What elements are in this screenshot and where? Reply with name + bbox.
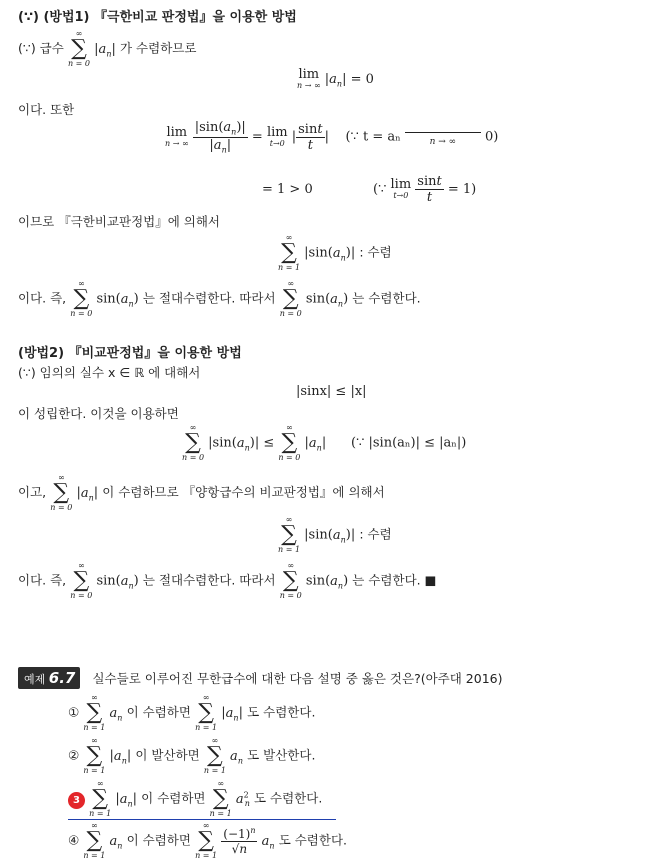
- answer-marker: 3: [68, 792, 85, 809]
- option-text: 도 수렴한다.: [253, 790, 323, 806]
- option-3[interactable]: 3 ∞ ∑ n = 1 $|a_n|$ 이 수렴하면 ∞ ∑ n = 1 $a^2_n$ 도 수렴한다.: [68, 780, 336, 820]
- option-text: 도 발산한다.: [247, 747, 316, 763]
- sin-ineq: |sinx| ≤ |x|: [296, 384, 367, 399]
- eq-1-gt-0: = 1 > 0: [262, 182, 313, 197]
- option-number: ①: [68, 704, 80, 720]
- to-zero: 0): [485, 129, 499, 145]
- option-number: ④: [68, 832, 80, 848]
- option-2[interactable]: ② ∞ ∑ n = 1 $|a_n|$ 이 발산하면 ∞ ∑ n = 1 $a_n$ 도 발산한다.: [68, 736, 316, 775]
- converges: : 수렴: [359, 244, 392, 260]
- comparison-line: ∞ ∑ n = 0 $|\sin(a_n)|$ ≤ ∞ ∑ n = 0 $|a_n|$ (∵ |sin(aₙ)| ≤ |aₙ|): [182, 423, 467, 462]
- option-text: 이 발산하면: [135, 747, 200, 763]
- limit-ratio-line: lim n → ∞ $\frac{|\sin(a_n)|}{|a_n|}$ = lim t→0 | $\frac{\sin t}{t}$ | (∵ t = aₙ n → ∞ 0): [165, 120, 499, 155]
- example-question: 실수들로 이루어진 무한급수에 대한 다음 설명 중 옳은 것은?(아주대 2016): [92, 671, 503, 686]
- also-text: 이다. 또한: [18, 102, 75, 117]
- method1-conclusion: 이다. 즉, ∞ ∑ n = 0 $\sin(a_n)$ 는 절대수렴한다. 따라서 ∞ ∑ n = 0 $\sin(a_n)$ 는 수렴한다.: [18, 279, 421, 318]
- method2-line1: (∵) 임의의 실수 x ∈ ℝ 에 대해서: [18, 365, 201, 380]
- option-1[interactable]: ① ∞ ∑ n = 1 $a_n$ 이 수렴하면 ∞ ∑ n = 1 $|a_n|$ 도 수렴한다.: [68, 693, 316, 732]
- because-t: (∵ t = aₙ: [345, 129, 401, 145]
- text: 이다. 즉,: [18, 290, 67, 306]
- method2-line3: 이고, ∞ ∑ n = 0 $|a_n|$ 이 수렴하므로 『양항급수의 비교판정법』에 의해서: [18, 473, 385, 512]
- badge-label: 예제: [24, 673, 46, 686]
- sum-symbol: ∞ ∑ n = 0: [67, 29, 91, 68]
- option-text: 도 수렴한다.: [278, 832, 348, 848]
- eq: = 0: [350, 72, 374, 88]
- option-text: 도 수렴한다.: [247, 704, 316, 720]
- option-4[interactable]: ④ ∞ ∑ n = 1 $a_n$ 이 수렴하면 ∞ ∑ n = 1 $\frac{(-1)^n}{√n}$ $a_n$ 도 수렴한다.: [68, 821, 348, 860]
- badge-num: 6.7: [48, 669, 76, 687]
- because-ineq: (∵ |sin(aₙ)| ≤ |aₙ|): [351, 435, 467, 451]
- method1-line1: (∵) 급수 ∞ ∑ n = 0 $|a_n|$ 가 수렴하므로: [18, 29, 197, 68]
- limit-test-text: 이므로 『극한비교판정법』에 의해서: [18, 214, 220, 229]
- method2-conclusion: 이다. 즉, ∞ ∑ n = 0 $\sin(a_n)$ 는 절대수렴한다. 따라서 ∞ ∑ n = 0 $\sin(a_n)$ 는 수렴한다. ■: [18, 561, 437, 600]
- text: 이 수렴하므로 『양항급수의 비교판정법』에 의해서: [102, 484, 385, 500]
- example-header: [18, 667, 502, 689]
- option-text: 이 수렴하면: [126, 832, 191, 848]
- example-badge: [18, 667, 80, 689]
- option-text: 이 수렴하면: [126, 704, 191, 720]
- text: 는 절대수렴한다. 따라서: [142, 290, 276, 306]
- eq-1-line: = 1 > 0 (∵ lim t→0 $\frac{\sin t}{t}$ = 1): [262, 174, 477, 205]
- lim-abs-an: lim n → ∞ $|a_n| = 0$: [297, 67, 374, 91]
- sum-sin-converges-1: ∞ ∑ n = 1 $|\sin(a_n)|$ : 수렴: [278, 233, 392, 272]
- option-text: 이 수렴하면: [141, 790, 206, 806]
- because-lim: (∵: [373, 182, 387, 197]
- option-number: ②: [68, 747, 80, 763]
- converges: : 수렴: [359, 526, 392, 542]
- eq-1: = 1): [447, 182, 477, 197]
- method2-header: (방법2) 『비교판정법』을 이용한 방법: [18, 346, 242, 361]
- text: (∵) 급수: [18, 40, 64, 56]
- text: 는 수렴한다.: [352, 290, 421, 306]
- text: 는 수렴한다. ■: [352, 572, 437, 588]
- text: 가 수렴하므로: [120, 40, 197, 56]
- text: 는 절대수렴한다. 따라서: [142, 572, 276, 588]
- text: 이고,: [18, 484, 47, 500]
- sum-sin-converges-2: ∞ ∑ n = 1 $|\sin(a_n)|$ : 수렴: [278, 515, 392, 554]
- method1-header: (∵) (방법1) 『극한비교 판정법』을 이용한 방법: [18, 10, 297, 25]
- method2-line2: 이 성립한다. 이것을 이용하면: [18, 406, 179, 421]
- text: 이다. 즉,: [18, 572, 67, 588]
